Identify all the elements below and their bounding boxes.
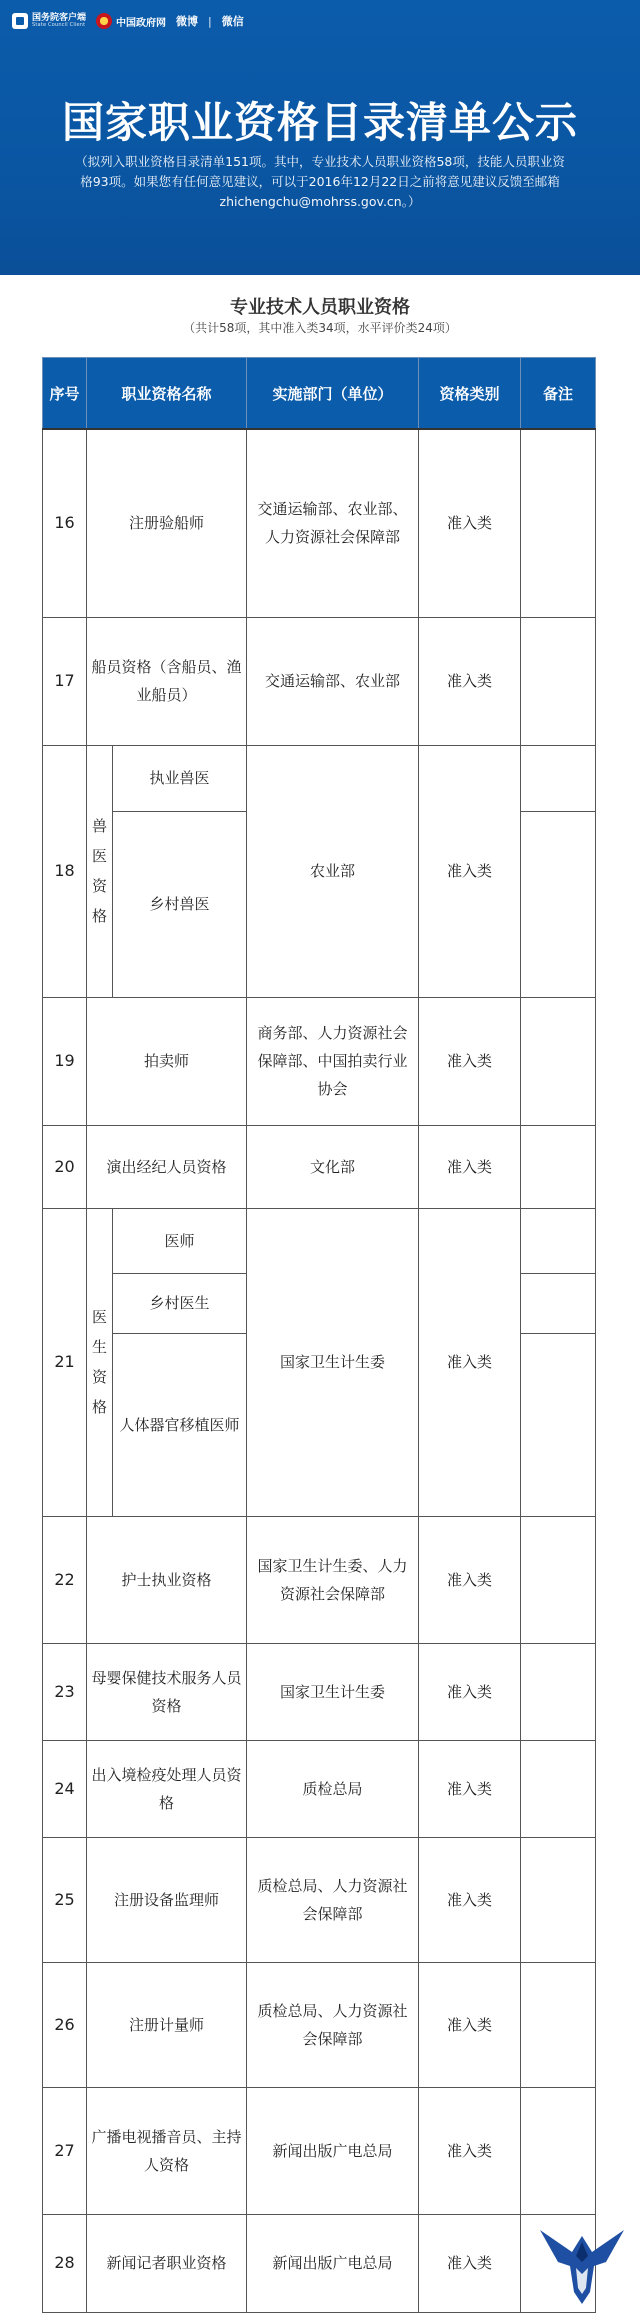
national-emblem-icon bbox=[96, 13, 112, 29]
table-row: 28 新闻记者职业资格 新闻出版广电总局 准入类 bbox=[43, 2214, 596, 2312]
weibo-link[interactable]: 微博 bbox=[176, 15, 199, 28]
header-name: 职业资格名称 bbox=[87, 358, 247, 430]
group-label: 兽医资格 bbox=[91, 817, 107, 925]
header-type: 资格类别 bbox=[419, 358, 521, 430]
table-row: 25 注册设备监理师 质检总局、人力资源社会保障部 准入类 bbox=[43, 1837, 596, 1962]
wechat-link[interactable]: 微信 bbox=[221, 15, 244, 28]
section-subtitle: （共计58项，其中准入类34项，水平评价类24项） bbox=[183, 321, 457, 335]
app-sub: State Council Client bbox=[32, 22, 86, 29]
page-title: 国家职业资格目录清单公示 bbox=[61, 98, 578, 147]
table-row: 20 演出经纪人员资格 文化部 准入类 bbox=[43, 1125, 596, 1208]
table-row: 27 广播电视播音员、主持人资格 新闻出版广电总局 准入类 bbox=[43, 2087, 596, 2214]
table-row: 19 拍卖师 商务部、人力资源社会保障部、中国拍卖行业协会 准入类 bbox=[43, 997, 596, 1125]
divider: | bbox=[208, 14, 212, 28]
table-row: 26 注册计量师 质检总局、人力资源社会保障部 准入类 bbox=[43, 1962, 596, 2087]
state-council-icon bbox=[12, 13, 28, 29]
table-row: 23 母婴保健技术服务人员资格 国家卫生计生委 准入类 bbox=[43, 1643, 596, 1740]
table-row: 24 出入境检疫处理人员资格 质检总局 准入类 bbox=[43, 1740, 596, 1837]
notice-text: （拟列入职业资格目录清单151项。其中，专业技术人员职业资格58项，技能人员职业资格93项。如果您有任何意见建议，可以于2016年12月22日之前将意见建议反馈至邮箱zhichengchu@mohrss.gov.cn。） bbox=[75, 154, 565, 209]
group-label: 医生资格 bbox=[91, 1308, 107, 1416]
gov-site-link[interactable] bbox=[96, 13, 166, 29]
table-header-row bbox=[43, 358, 596, 430]
table-row: 22 护士执业资格 国家卫生计生委、人力资源社会保障部 准入类 bbox=[43, 1516, 596, 1643]
table-row: 乡村医生 bbox=[43, 1273, 596, 1333]
table-row: 16 注册验船师 交通运输部、农业部、人力资源社会保障部 准入类 bbox=[43, 429, 596, 617]
header-banner bbox=[0, 0, 640, 275]
header-no: 序号 bbox=[43, 358, 87, 430]
app-logo[interactable] bbox=[12, 13, 86, 29]
header-dept: 实施部门（单位） bbox=[247, 358, 419, 430]
table-row: 18 兽医资格 执业兽医 农业部 准入类 bbox=[43, 745, 596, 811]
table-row: 17 船员资格（含船员、渔业船员） 交通运输部、农业部 准入类 bbox=[43, 617, 596, 745]
eagle-logo-icon bbox=[532, 2222, 632, 2308]
top-bar bbox=[12, 8, 244, 34]
app-name: 国务院客户端 bbox=[32, 12, 87, 23]
table-row: 21 医生资格 医师 国家卫生计生委 准入类 bbox=[43, 1208, 596, 1273]
table-row: 乡村兽医 bbox=[43, 811, 596, 997]
qualification-table bbox=[42, 357, 595, 2313]
header-note: 备注 bbox=[521, 358, 596, 430]
table-row: 人体器官移植医师 bbox=[43, 1333, 596, 1516]
section-title: 专业技术人员职业资格 bbox=[230, 297, 410, 318]
gov-site-name: 中国政府网 bbox=[116, 17, 167, 29]
